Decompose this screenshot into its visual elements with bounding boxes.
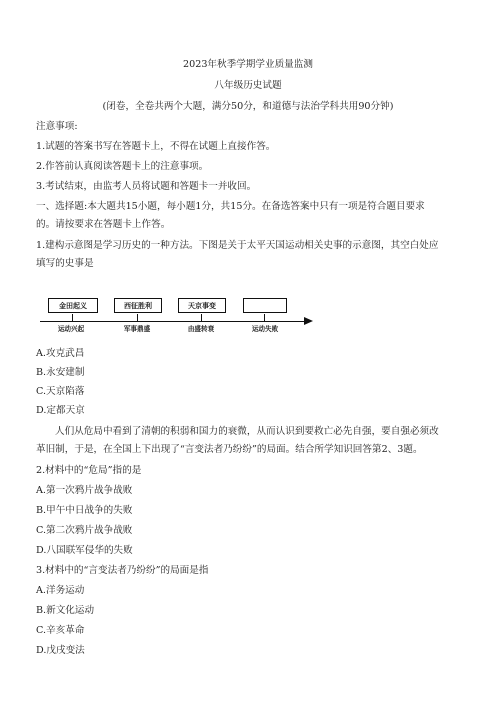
timeline-box: 西征胜利 bbox=[114, 298, 162, 313]
q2-option: D.八国联军侵华的失败 bbox=[36, 545, 133, 556]
section1-intro-cont: 的。请按要求在答题卡上作答。 bbox=[36, 219, 171, 230]
q1-option: C.天京陷落 bbox=[36, 386, 85, 397]
timeline-stage-label: 运动失败 bbox=[251, 325, 279, 333]
q3-option: C.辛亥革命 bbox=[36, 625, 85, 636]
q1-stem: 1.建构示意图是学习历史的一种方法。下图是关于太平天国运动相关史事的示意图，其空白处应 bbox=[36, 240, 439, 251]
q1-option: D.定都天京 bbox=[36, 405, 85, 416]
exam-subtitle: 八年级历史试题 bbox=[214, 80, 282, 91]
q3-stem: 3.材料中的“言变法者乃纷纷”的局面是指 bbox=[36, 565, 209, 576]
q2-stem: 2.材料中的“危局”指的是 bbox=[36, 465, 142, 476]
q1-option: B.永安建制 bbox=[36, 367, 85, 378]
timeline-arrow-icon bbox=[304, 317, 313, 325]
notice-heading: 注意事项: bbox=[36, 121, 78, 132]
material-text-cont: 革旧制，于是，在全国上下出现了“言变法者乃纷纷”的局面。结合所学知识回答第2、3题。 bbox=[36, 444, 423, 455]
timeline-blank-box bbox=[243, 298, 287, 313]
q3-option: D.戊戌变法 bbox=[36, 645, 85, 656]
material-text: 人们从危局中看到了清朝的积弱和国力的衰微，从而认识到要救亡必先自强，要自强必须改 bbox=[55, 426, 439, 437]
q3-option: B.新文化运动 bbox=[36, 605, 95, 616]
timeline-box: 天京事变 bbox=[178, 298, 226, 313]
timeline-stage-label: 由盛转衰 bbox=[187, 325, 215, 333]
q2-option: B.甲午中日战争的失败 bbox=[36, 505, 133, 516]
timeline-diagram bbox=[36, 298, 326, 333]
q1-stem-cont: 填写的史事是 bbox=[36, 258, 94, 269]
q2-option: A.第一次鸦片战争战败 bbox=[36, 485, 133, 496]
timeline-stage-label: 军事鼎盛 bbox=[123, 325, 151, 333]
exam-note: (闭卷，全卷共两个大题，满分50分，和道德与法治学科共用90分钟) bbox=[102, 101, 394, 112]
q1-option: A.攻克武昌 bbox=[36, 348, 85, 359]
notice-item: 1.试题的答案书写在答题卡上，不得在试题上直接作答。 bbox=[36, 141, 276, 152]
timeline-stage-label: 运动兴起 bbox=[57, 325, 85, 333]
section1-intro: 一、选择题:本大题共15小题，每小题1分，共15分。在备选答案中只有一项是符合题目要求 bbox=[36, 201, 425, 212]
exam-title: 2023年秋季学期学业质量监测 bbox=[183, 59, 313, 70]
q2-option: C.第二次鸦片战争战败 bbox=[36, 525, 133, 536]
notice-item: 3.考试结束，由监考人员将试题和答题卡一并收回。 bbox=[36, 181, 257, 192]
timeline-axis bbox=[40, 321, 306, 322]
notice-item: 2.作答前认真阅读答题卡上的注意事项。 bbox=[36, 161, 209, 172]
timeline-box: 金田起义 bbox=[48, 298, 98, 313]
q3-option: A.洋务运动 bbox=[36, 585, 85, 596]
